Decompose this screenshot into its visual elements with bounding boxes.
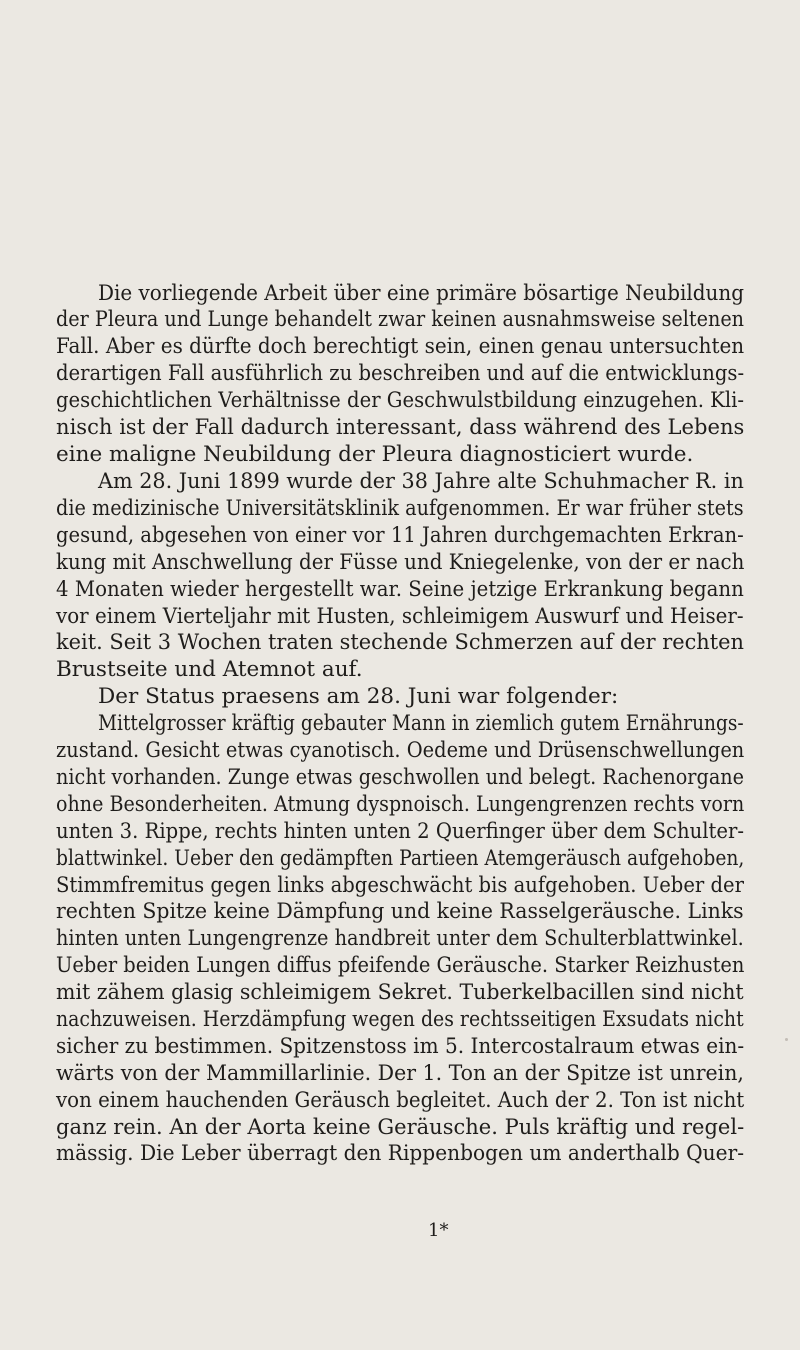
text-line-15: Brustseite und Atemnot auf. bbox=[56, 657, 363, 682]
text-line-25: hinten unten Lungengrenze handbreit unter dem Schulterblattwinkel. bbox=[56, 926, 744, 951]
text-line-22: blattwinkel. Ueber den gedämpften Partieen Atemgeräusch aufgehoben, bbox=[56, 846, 745, 871]
text-line-20: ohne Besonderheiten. Atmung dyspnoisch. Lungengrenzen rechts vorn bbox=[56, 792, 745, 817]
page-number: 1* bbox=[428, 1220, 449, 1241]
text-line-10: gesund, abgesehen von einer vor 11 Jahren durchgemachten Erkran- bbox=[56, 523, 744, 548]
text-line-12: 4 Monaten wieder hergestellt war. Seine jetzige Erkrankung begann bbox=[56, 577, 744, 602]
text-line-32: ganz rein. An der Aorta keine Geräusche. Puls kräftig und regel- bbox=[56, 1115, 745, 1140]
text-line-21: unten 3. Rippe, rechts hinten unten 2 Querfinger über dem Schulter- bbox=[56, 819, 744, 844]
text-line-16: Der Status praesens am 28. Juni war folgender: bbox=[98, 684, 619, 709]
text-line-28: nachzuweisen. Herzdämpfung wegen des rechtsseitigen Exsudats nicht bbox=[56, 1007, 744, 1032]
text-line-5: geschichtlichen Verhältnisse der Geschwulstbildung einzugehen. Kli- bbox=[56, 388, 745, 413]
text-line-29: sicher zu bestimmen. Spitzenstoss im 5. Intercostalraum etwas ein- bbox=[56, 1034, 745, 1059]
text-line-3: Fall. Aber es dürfte doch berechtigt sein, einen genau untersuchten bbox=[56, 334, 745, 359]
text-line-8: Am 28. Juni 1899 wurde der 38 Jahre alte Schuhmacher R. in bbox=[98, 469, 744, 494]
text-line-18: zustand. Gesicht etwas cyanotisch. Oedeme und Drüsenschwellungen bbox=[56, 738, 745, 763]
text-line-31: von einem hauchenden Geräusch begleitet. Auch der 2. Ton ist nicht bbox=[56, 1088, 745, 1113]
text-line-19: nicht vorhanden. Zunge etwas geschwollen und belegt. Rachenorgane bbox=[56, 765, 745, 790]
paper-speck bbox=[785, 1038, 788, 1041]
text-line-33: mässig. Die Leber überragt den Rippenbogen um anderthalb Quer- bbox=[56, 1141, 745, 1166]
text-line-1: Die vorliegende Arbeit über eine primäre bösartige Neubildung bbox=[98, 281, 745, 306]
text-line-4: derartigen Fall ausführlich zu beschreiben und auf die entwicklungs- bbox=[56, 361, 745, 386]
text-line-23: Stimmfremitus gegen links abgeschwächt bis aufgehoben. Ueber der bbox=[56, 873, 744, 898]
text-line-17: Mittelgrosser kräftig gebauter Mann in ziemlich gutem Ernährungs- bbox=[98, 711, 744, 736]
text-line-24: rechten Spitze keine Dämpfung und keine Rasselgeräusche. Links bbox=[56, 899, 744, 924]
text-line-9: die medizinische Universitätsklinik aufgenommen. Er war früher stets bbox=[56, 496, 744, 521]
text-line-26: Ueber beiden Lungen diffus pfeifende Geräusche. Starker Reizhusten bbox=[56, 953, 745, 978]
text-line-13: vor einem Vierteljahr mit Husten, schleimigem Auswurf und Heiser- bbox=[56, 604, 744, 629]
text-line-30: wärts von der Mammillarlinie. Der 1. Ton an der Spitze ist unrein, bbox=[56, 1061, 744, 1086]
text-line-6: nisch ist der Fall dadurch interessant, dass während des Lebens bbox=[56, 415, 745, 440]
text-line-27: mit zähem glasig schleimigem Sekret. Tuberkelbacillen sind nicht bbox=[56, 980, 744, 1005]
text-line-14: keit. Seit 3 Wochen traten stechende Schmerzen auf der rechten bbox=[56, 630, 744, 655]
text-line-11: kung mit Anschwellung der Füsse und Kniegelenke, von der er nach bbox=[56, 550, 745, 575]
text-line-2: der Pleura und Lunge behandelt zwar keinen ausnahmsweise seltenen bbox=[56, 307, 745, 332]
text-line-7: eine maligne Neubildung der Pleura diagnosticiert wurde. bbox=[56, 442, 694, 467]
